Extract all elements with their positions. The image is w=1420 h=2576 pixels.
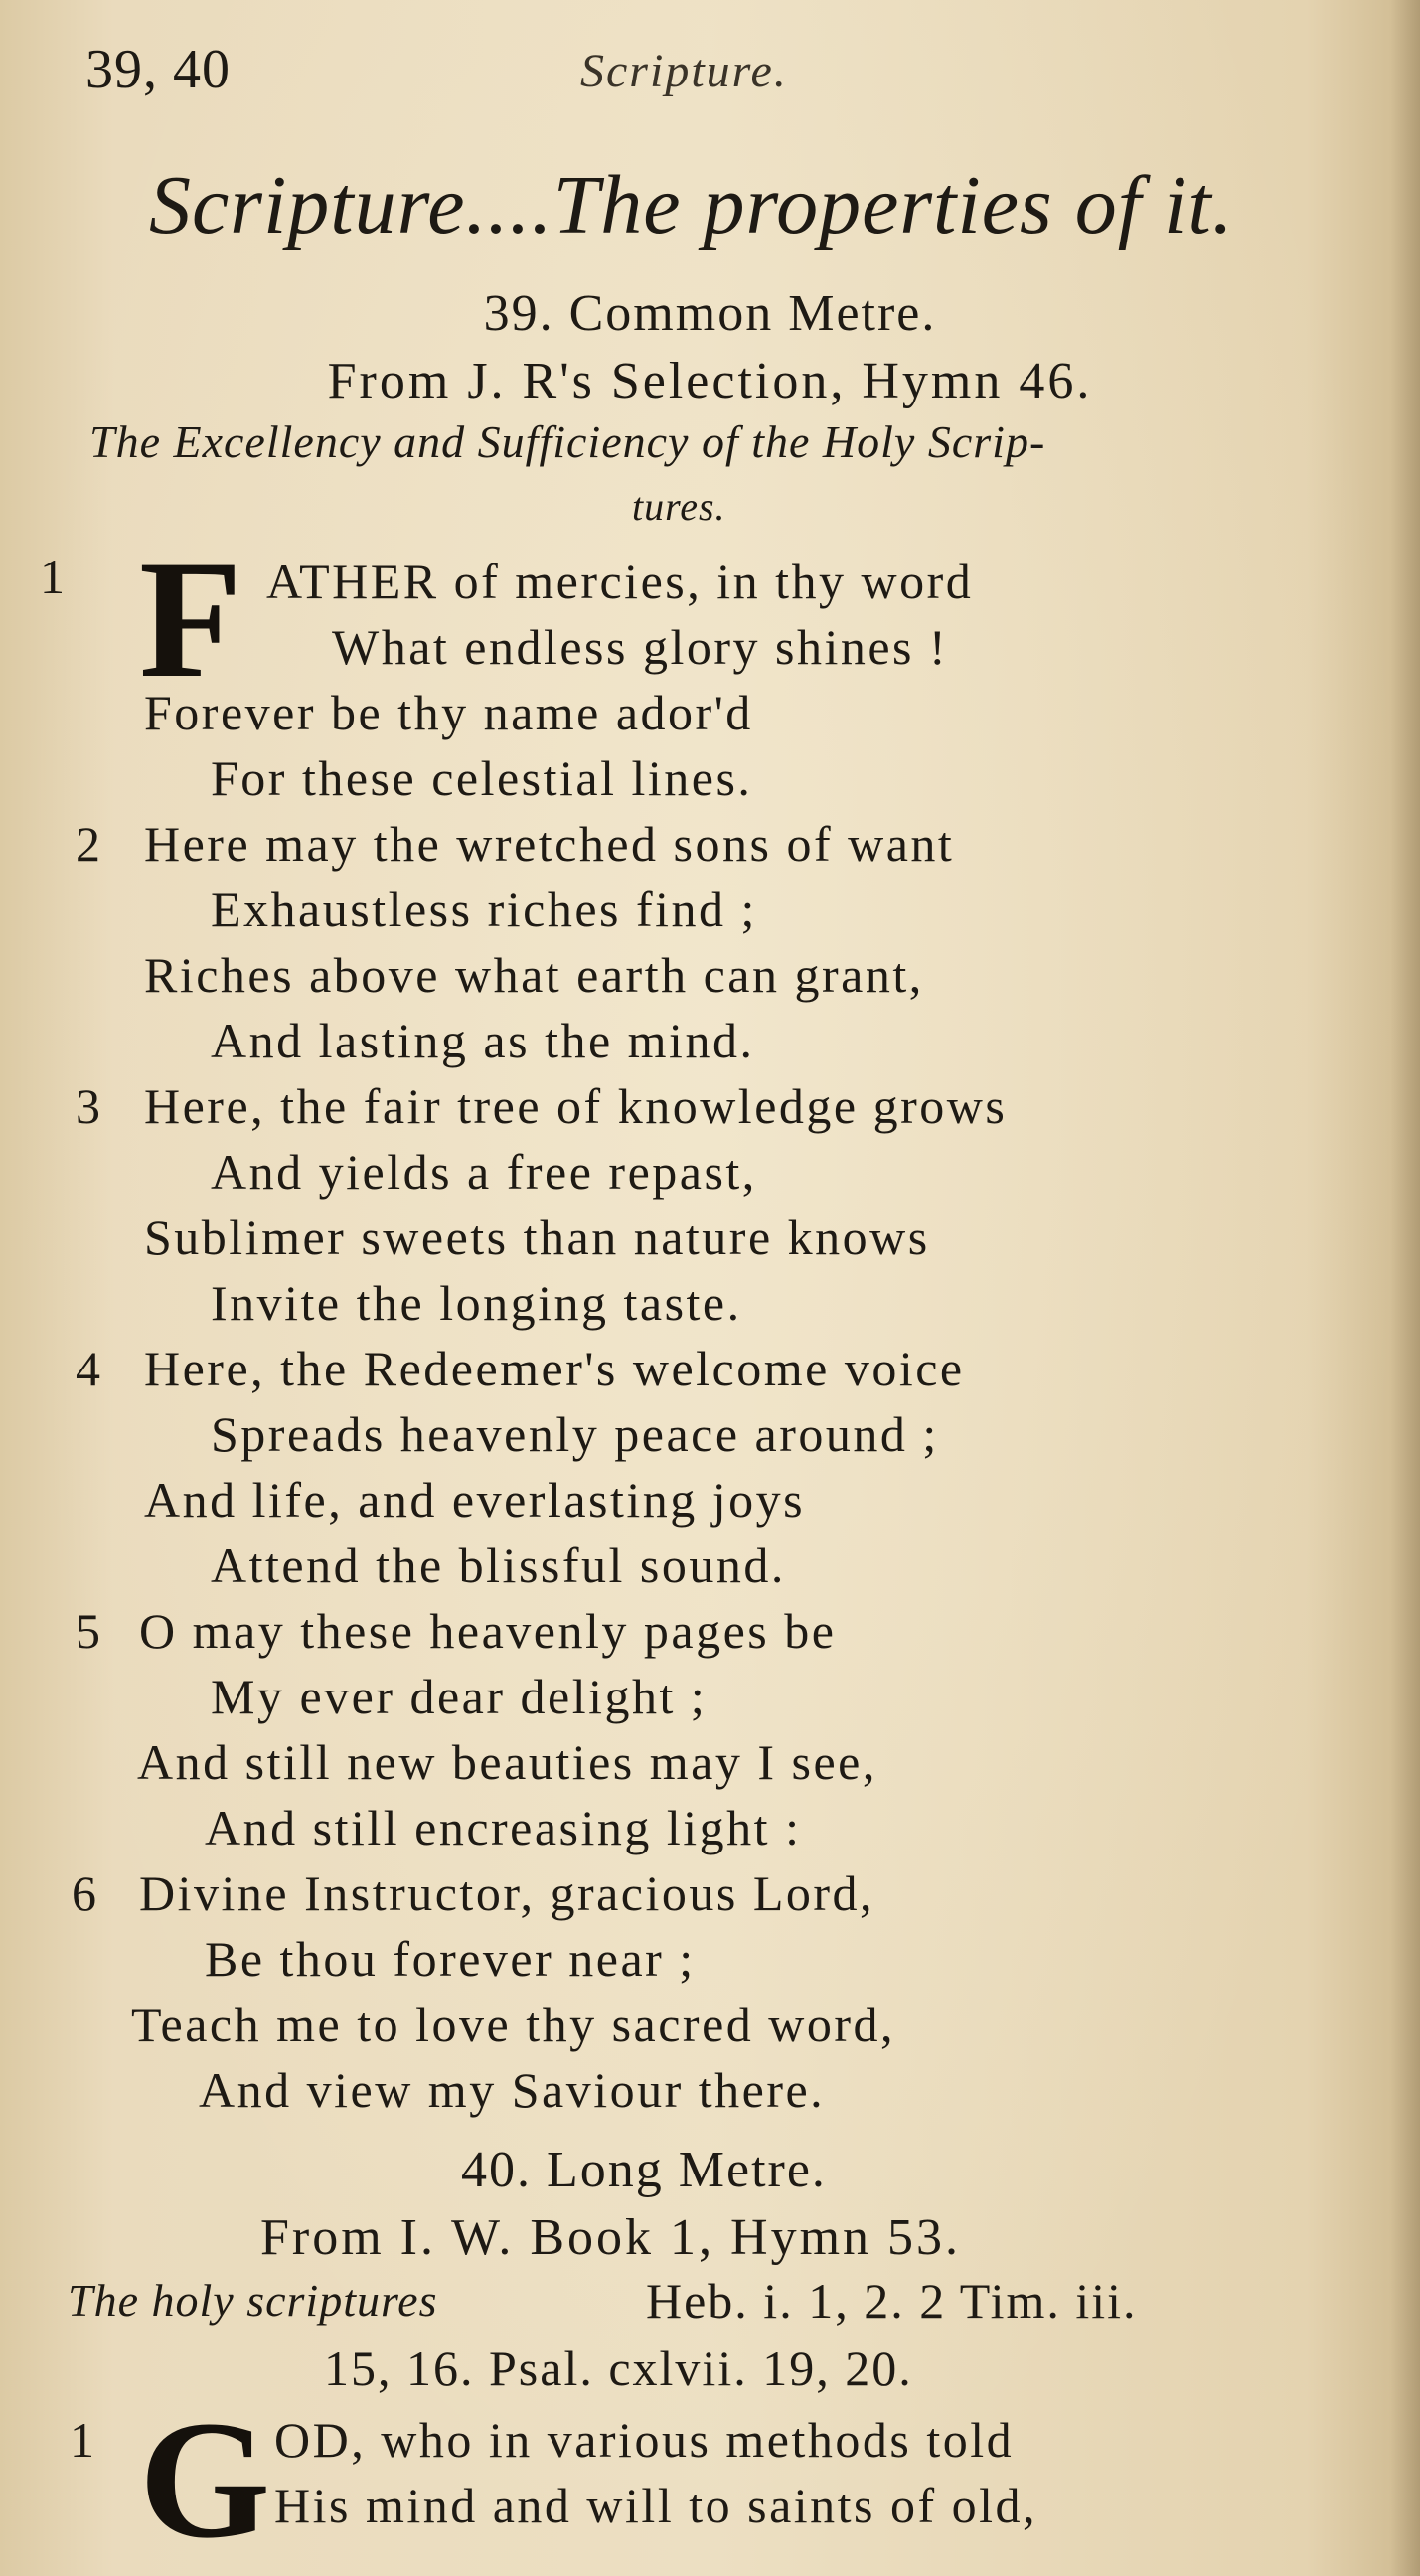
- running-head-title: Scripture.: [580, 45, 788, 97]
- section-title: Scripture....The properties of it.: [149, 159, 1234, 251]
- verse-line: Be thou forever near ;: [205, 1931, 696, 1987]
- running-head-numbers: 39, 40: [85, 39, 231, 100]
- hymn-39-subject-line2: tures.: [632, 484, 726, 529]
- verse-line: Here, the fair tree of knowledge grows: [144, 1078, 1008, 1134]
- verse-line: Teach me to love thy sacred word,: [131, 1997, 896, 2052]
- verse-line: Here, the Redeemer's welcome voice: [144, 1341, 965, 1396]
- verse-line: And still new beauties may I see,: [137, 1734, 877, 1790]
- verse-line: And life, and everlasting joys: [144, 1472, 806, 1528]
- verse-line: His mind and will to saints of old,: [274, 2478, 1038, 2533]
- verse-line: And view my Saviour there.: [199, 2062, 826, 2118]
- verse-line: O may these heavenly pages be: [139, 1603, 837, 1659]
- verse-line: Invite the longing taste.: [211, 1275, 742, 1331]
- verse-line: Forever be thy name ador'd: [144, 685, 753, 740]
- verse-line: And still encreasing light :: [205, 1800, 802, 1855]
- drop-cap-g: G: [139, 2386, 271, 2573]
- hymn-39-source: From J. R's Selection, Hymn 46.: [327, 353, 1093, 409]
- verse-line: Sublimer sweets than nature knows: [144, 1209, 930, 1265]
- verse-line: For these celestial lines.: [211, 750, 753, 806]
- verse-line: My ever dear delight ;: [211, 1669, 708, 1724]
- verse-number: 2: [76, 816, 100, 872]
- verse-line: Attend the blissful sound.: [211, 1537, 786, 1593]
- verse-line: Divine Instructor, gracious Lord,: [139, 1865, 875, 1921]
- hymn-40-heading: 40. Long Metre.: [461, 2142, 827, 2198]
- verse-line: Here may the wretched sons of want: [144, 816, 955, 872]
- drop-cap-f: F: [139, 526, 242, 713]
- verse-number: 1: [40, 549, 65, 604]
- verse-line: What endless glory shines !: [332, 619, 949, 675]
- hymn-40-subject-italic: The holy scriptures: [68, 2275, 438, 2326]
- hymn-39-heading: 39. Common Metre.: [483, 285, 937, 342]
- hymn-40-subject-line2: 15, 16. Psal. cxlvii. 19, 20.: [324, 2340, 913, 2396]
- verse-line: ATHER of mercies, in thy word: [266, 554, 974, 609]
- verse-number: 4: [76, 1341, 100, 1396]
- verse-line: And lasting as the mind.: [211, 1013, 755, 1068]
- verse-number: 1: [70, 2412, 94, 2468]
- hymn-39-subject-line1: The Excellency and Sufficiency of the Holy Scrip-: [89, 416, 1046, 467]
- verse-number: 5: [76, 1603, 100, 1659]
- verse-line: Riches above what earth can grant,: [144, 947, 924, 1003]
- verse-number: 6: [72, 1865, 96, 1921]
- verse-line: OD, who in various methods told: [274, 2412, 1015, 2468]
- verse-line: And yields a free repast,: [211, 1144, 757, 1200]
- verse-line: Spreads heavenly peace around ;: [211, 1406, 939, 1462]
- hymn-40-subject-refs: Heb. i. 1, 2. 2 Tim. iii.: [646, 2273, 1138, 2329]
- verse-line: Exhaustless riches find ;: [211, 882, 757, 937]
- hymn-40-source: From I. W. Book 1, Hymn 53.: [260, 2209, 962, 2266]
- verse-number: 3: [76, 1078, 100, 1134]
